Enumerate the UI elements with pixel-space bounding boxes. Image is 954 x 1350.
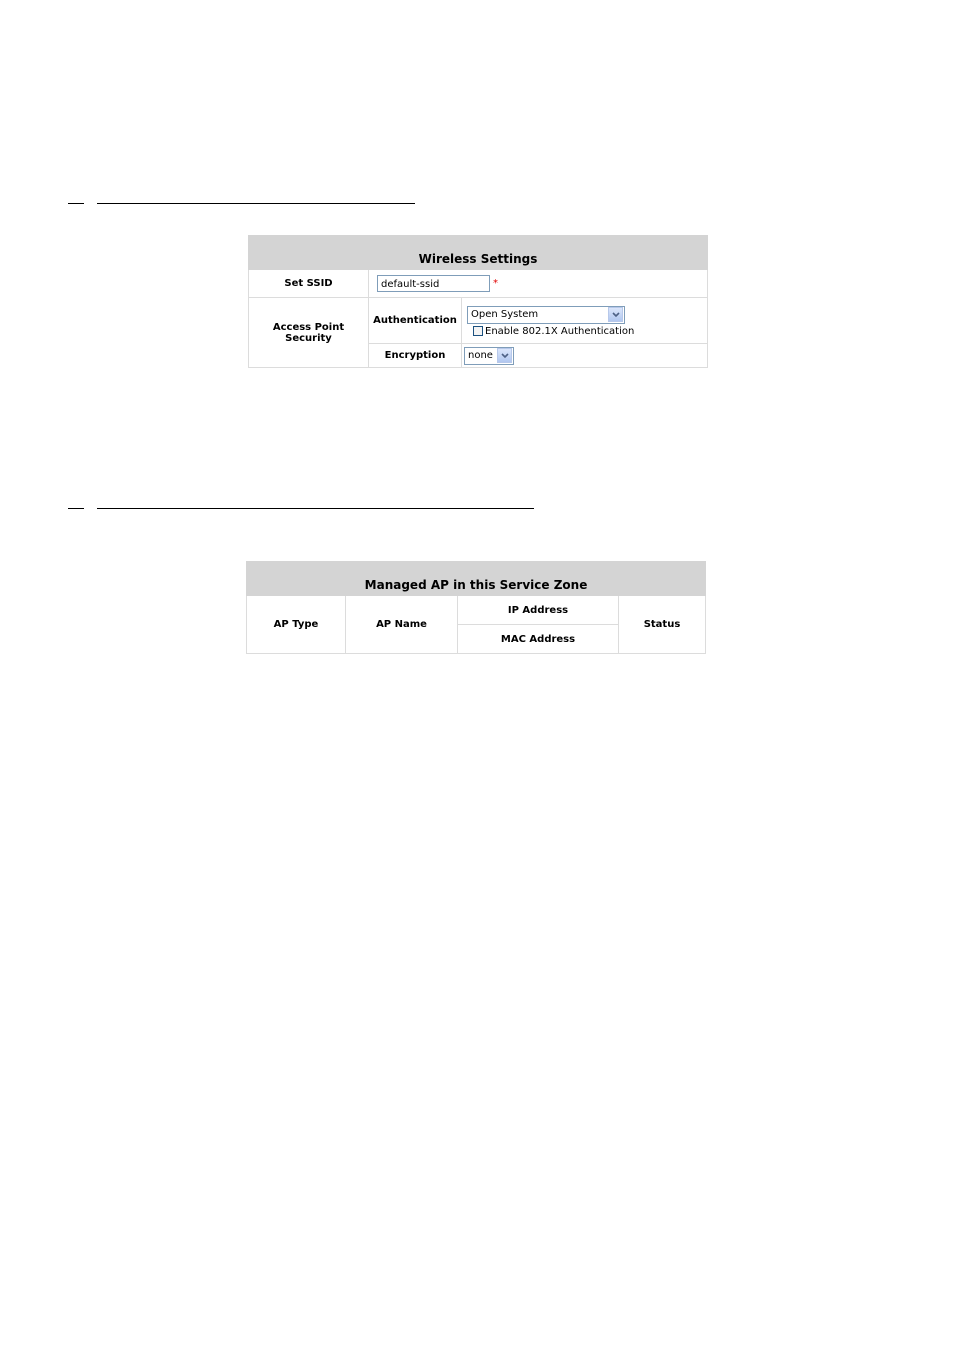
column-ip-address: IP Address xyxy=(458,596,619,625)
chevron-down-icon xyxy=(608,307,623,322)
column-mac-address: MAC Address xyxy=(458,625,619,654)
column-ap-type: AP Type xyxy=(247,596,346,654)
column-status: Status xyxy=(619,596,706,654)
ssid-input[interactable]: default-ssid xyxy=(377,275,490,292)
wireless-settings-title: Wireless Settings xyxy=(249,236,708,270)
enable-8021x-checkbox[interactable] xyxy=(473,326,483,336)
enable-8021x-label: Enable 802.1X Authentication xyxy=(485,325,635,337)
encryption-cell xyxy=(462,344,708,368)
encryption-select[interactable] xyxy=(464,347,514,365)
access-point-security-label: Access Point Security xyxy=(249,298,369,368)
encryption-select-value: none xyxy=(468,350,493,361)
managed-ap-table xyxy=(246,561,706,654)
authentication-label: Authentication xyxy=(369,298,462,344)
section-rule-bullet xyxy=(68,203,84,204)
authentication-select-value: Open System xyxy=(471,309,539,321)
authentication-select[interactable] xyxy=(467,306,625,324)
managed-ap-title: Managed AP in this Service Zone xyxy=(247,562,706,596)
section-rule xyxy=(97,508,534,509)
column-ap-name: AP Name xyxy=(346,596,458,654)
required-mark: * xyxy=(493,278,498,289)
ssid-cell xyxy=(369,270,708,298)
encryption-label: Encryption xyxy=(369,344,462,368)
section-rule xyxy=(97,203,415,204)
ssid-label: Set SSID xyxy=(249,270,369,298)
section-rule-bullet xyxy=(68,508,84,509)
authentication-cell xyxy=(462,298,708,344)
chevron-down-icon xyxy=(497,348,512,363)
wireless-settings-table xyxy=(248,235,708,368)
